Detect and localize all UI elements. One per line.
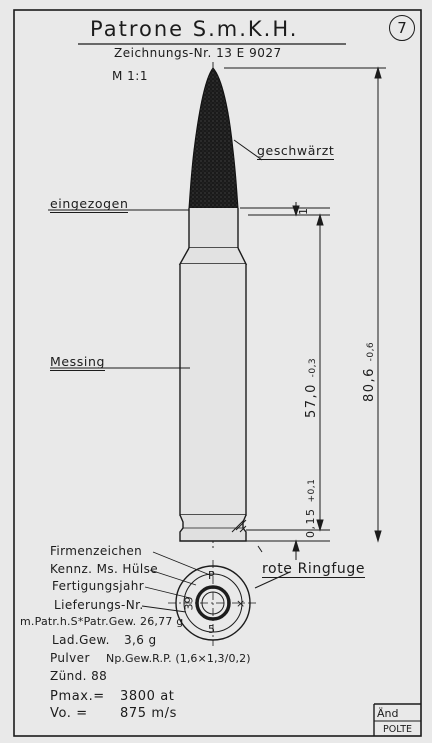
case-shoulder	[180, 248, 246, 264]
spec-vo-value: 875 m/s	[120, 706, 177, 721]
dim-rim-value: 0,15 +0,1	[304, 478, 317, 538]
revision-footer: POLTE	[383, 724, 412, 735]
callout-crimped: eingezogen	[50, 196, 129, 211]
headstamp-mark-bottom: 5	[208, 623, 215, 636]
case-neck	[189, 208, 238, 248]
headstamp-mark-left: 39	[182, 596, 196, 611]
spec-charge-label: Lad.Gew.	[52, 633, 110, 647]
dim-case-value: 57,0 -0,3	[304, 357, 319, 418]
callout-blackened: geschwärzt	[257, 143, 335, 158]
dim-overall-value: 80,6 -0,6	[362, 341, 377, 402]
spec-pmax-label: Pmax.=	[50, 689, 105, 704]
label-lot: Lieferungs-Nr.	[54, 598, 144, 612]
case-body	[180, 264, 246, 515]
spec-powder-value: Np.Gew.R.P. (1,6×1,3/0,2)	[106, 652, 251, 665]
spec-weight: m.Patr.h.S*Patr.Gew. 26,77 g	[20, 615, 184, 628]
drawing-title: Patrone S.m.K.H.	[90, 17, 299, 41]
dim-crimp-value: 1	[297, 208, 310, 215]
label-year: Fertigungsjahr	[52, 579, 145, 593]
callout-red-groove: rote Ringfuge	[262, 561, 366, 577]
drawing-scale: M 1:1	[112, 69, 148, 83]
sheet-number-badge	[389, 15, 415, 41]
drawing-number: Zeichnungs-Nr. 13 E 9027	[114, 46, 282, 60]
spec-powder-label: Pulver	[50, 651, 90, 665]
revision-header: Änd	[377, 707, 399, 720]
headstamp-mark-right: ×	[236, 597, 246, 610]
dimension-overall	[224, 68, 386, 541]
label-case-mark: Kennz. Ms. Hülse	[50, 562, 159, 576]
headstamp-mark-top: P	[208, 569, 215, 582]
label-maker: Firmenzeichen	[50, 544, 143, 558]
spec-pmax-value: 3800 at	[120, 689, 175, 704]
spec-charge-value: 3,6 g	[124, 633, 157, 647]
sheet-number: 7	[397, 19, 407, 37]
bullet-shape	[189, 68, 238, 208]
spec-primer: Zünd. 88	[50, 669, 108, 683]
callout-brass: Messing	[50, 354, 106, 369]
spec-vo-label: Vo. =	[50, 706, 88, 721]
